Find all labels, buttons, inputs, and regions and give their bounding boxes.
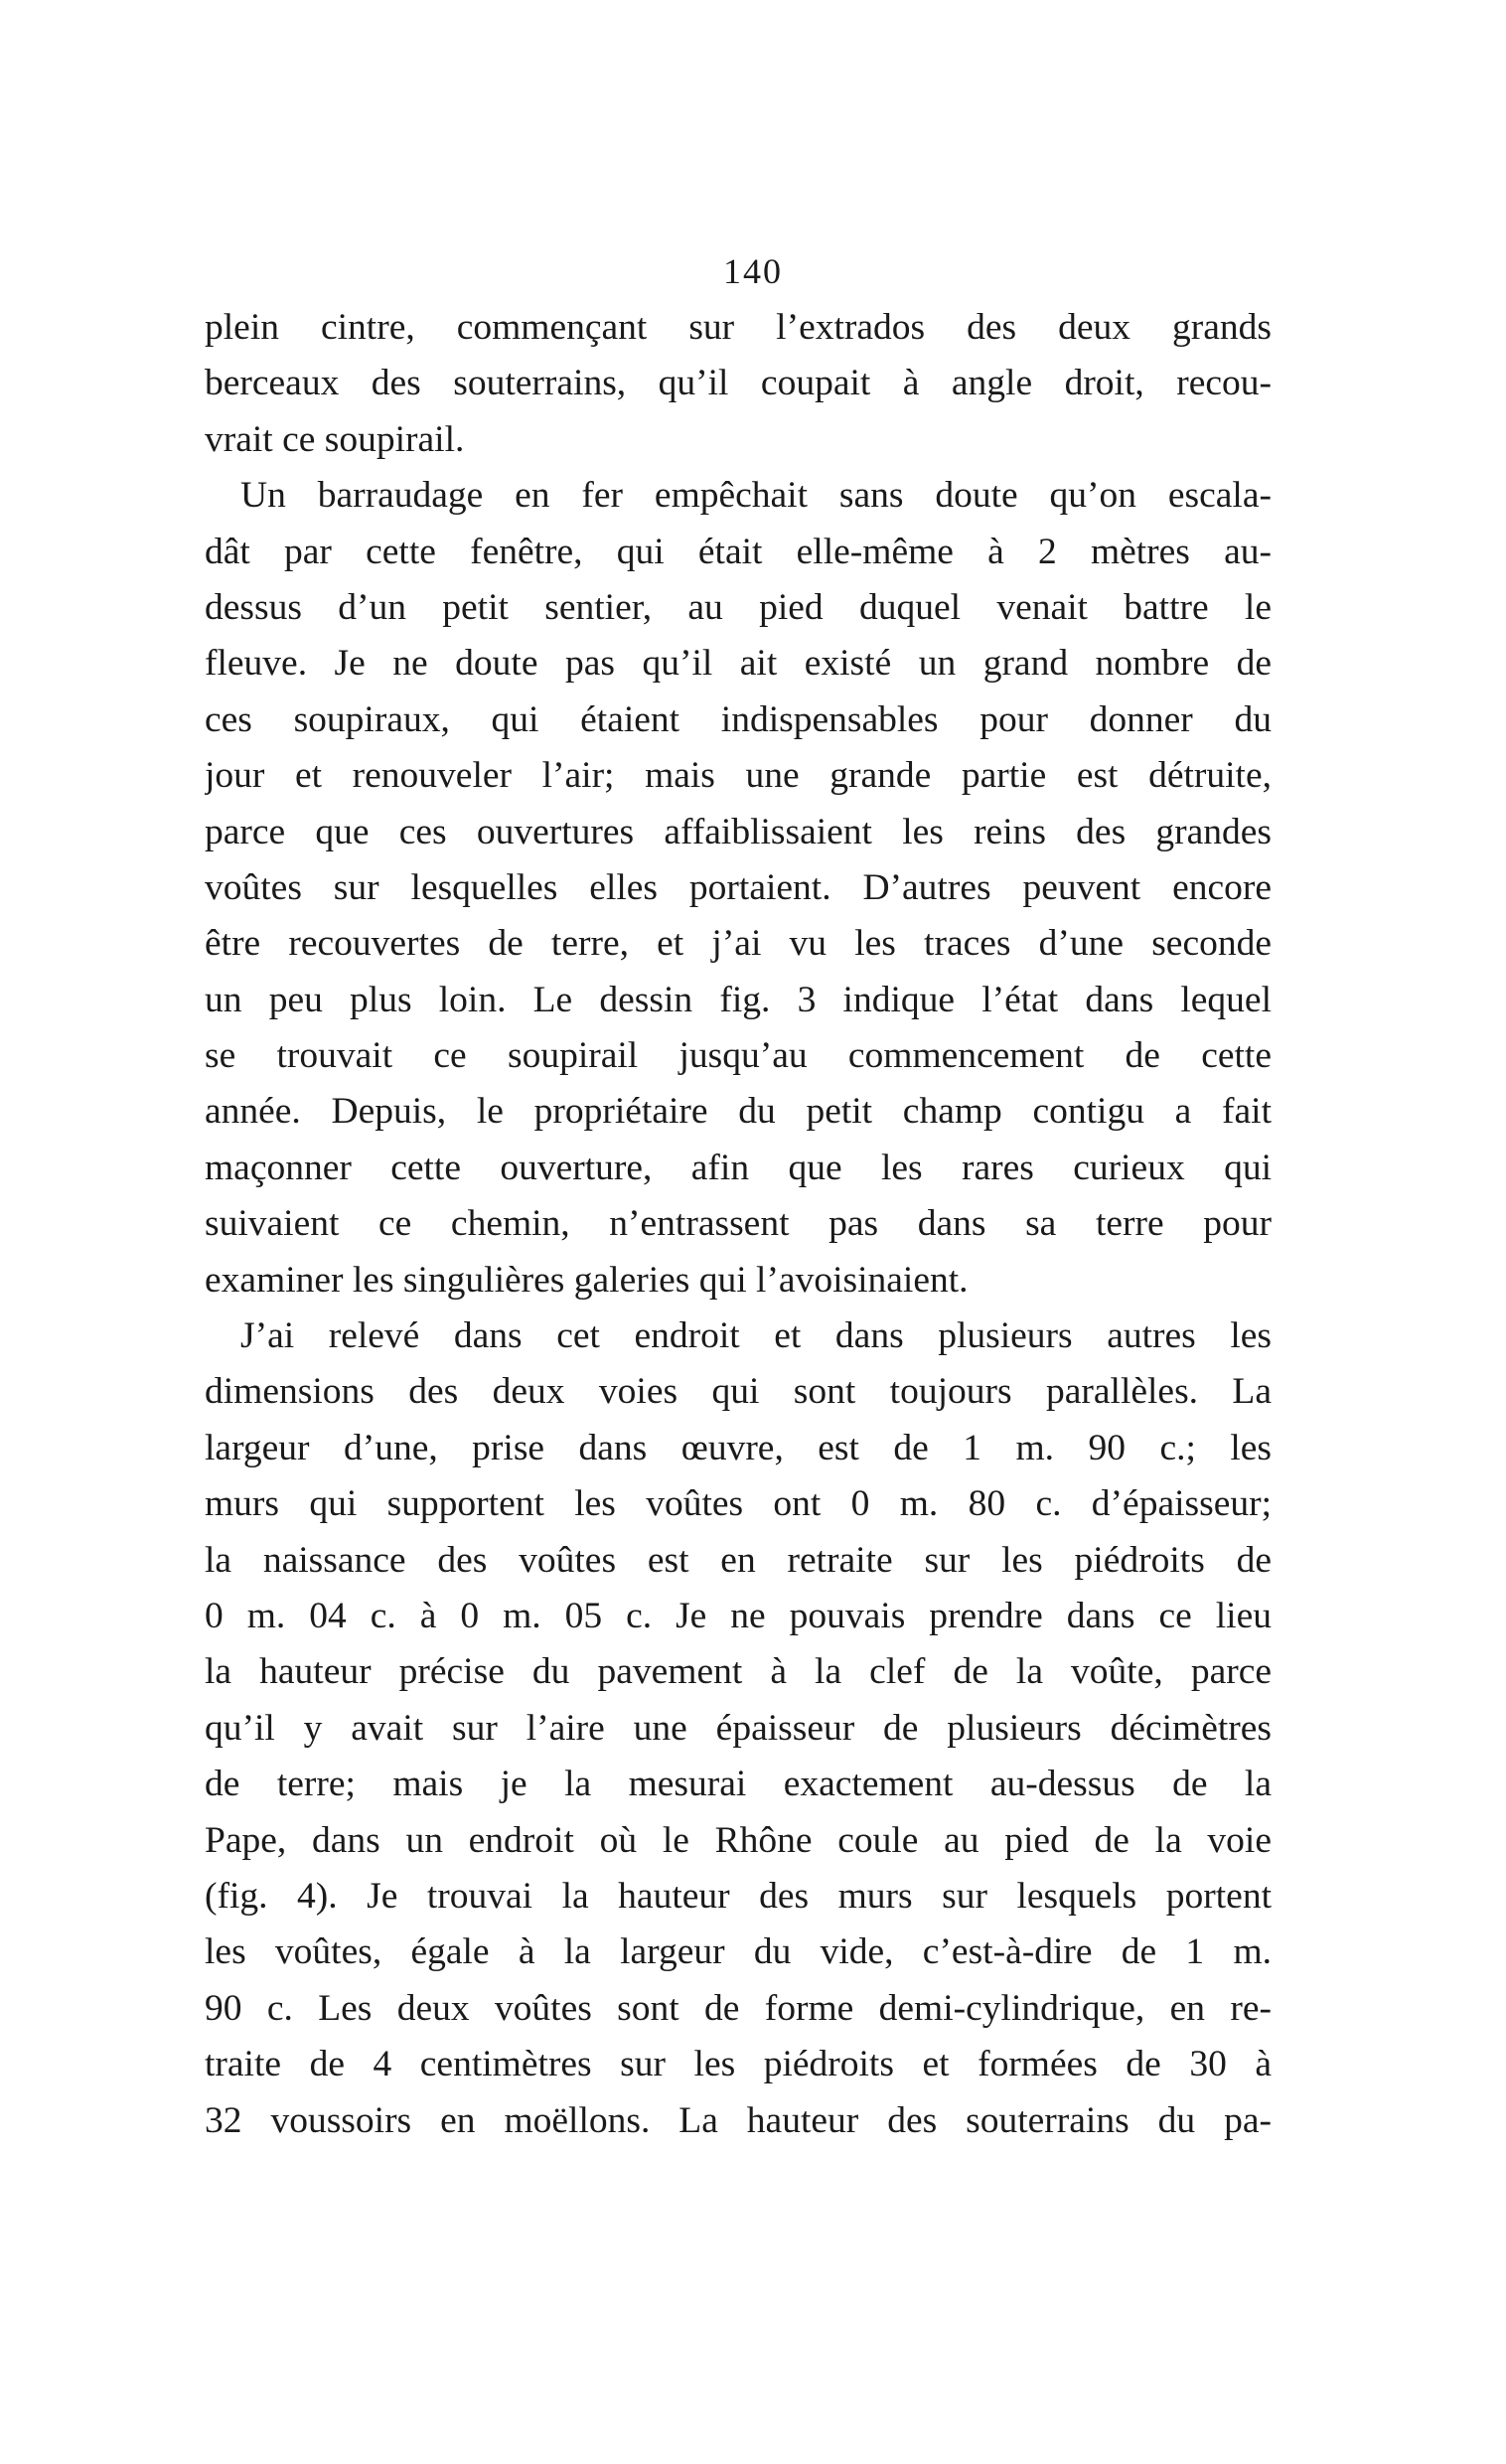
text-line: largeur d’une, prise dans œuvre, est de 1 m. 90 c.; les (205, 1427, 1272, 1468)
text-line: dessus d’un petit sentier, au pied duquel venait battre le (205, 586, 1272, 628)
text-line: Un barraudage en fer empêchait sans doute qu’on escala- (240, 475, 1272, 517)
text-line: J’ai relevé dans cet endroit et dans plusieurs autres les (240, 1315, 1272, 1357)
text-line: se trouvait ce soupirail jusqu’au commencement de cette (205, 1035, 1272, 1077)
text-line: les voûtes, égale à la largeur du vide, c’est-à-dire de 1 m. (205, 1931, 1272, 1973)
text-line: année. Depuis, le propriétaire du petit champ contigu a fait (205, 1091, 1272, 1133)
text-line: traite de 4 centimètres sur les piédroits et formées de 30 à (205, 2044, 1272, 2085)
text-line: voûtes sur lesquelles elles portaient. D’autres peuvent encore (205, 866, 1272, 908)
paragraph-2 (205, 468, 1272, 1309)
text-line: dât par cette fenêtre, qui était elle-même à 2 mètres au- (205, 531, 1272, 572)
text-line: un peu plus loin. Le dessin fig. 3 indique l’état dans lequel (205, 979, 1272, 1020)
text-line: la naissance des voûtes est en retraite sur les piédroits de (205, 1539, 1272, 1581)
page-number: 140 (723, 251, 783, 291)
text-line: vrait ce soupirail. (205, 418, 465, 460)
text-line: suivaient ce chemin, n’entrassent pas dans sa terre pour (205, 1203, 1272, 1245)
text-line: (fig. 4). Je trouvai la hauteur des murs sur lesquels portent (205, 1875, 1272, 1917)
text-line: qu’il y avait sur l’aire une épaisseur de plusieurs décimètres (205, 1707, 1272, 1749)
text-line: dimensions des deux voies qui sont toujours parallèles. La (205, 1371, 1272, 1413)
text-line: fleuve. Je ne doute pas qu’il ait existé un grand nombre de (205, 643, 1272, 685)
text-line: murs qui supportent les voûtes ont 0 m. 80 c. d’épaisseur; (205, 1483, 1272, 1525)
paragraph-1 (205, 300, 1272, 468)
text-line: 90 c. Les deux voûtes sont de forme demi-cylindrique, en re- (205, 1987, 1272, 2029)
text-line: jour et renouveler l’air; mais une grande partie est détruite, (205, 755, 1272, 797)
text-line: Pape, dans un endroit où le Rhône coule au pied de la voie (205, 1819, 1272, 1861)
text-line: être recouvertes de terre, et j’ai vu les traces d’une seconde (205, 923, 1272, 965)
text-line: plein cintre, commençant sur l’extrados des deux grands (205, 307, 1272, 348)
text-line: maçonner cette ouverture, afin que les rares curieux qui (205, 1147, 1272, 1188)
text-line: ces soupiraux, qui étaient indispensables pour donner du (205, 698, 1272, 740)
text-line: parce que ces ouvertures affaiblissaient les reins des grandes (205, 811, 1272, 852)
text-line: berceaux des souterrains, qu’il coupait à angle droit, recou- (205, 363, 1272, 404)
text-line: la hauteur précise du pavement à la clef de la voûte, parce (205, 1651, 1272, 1693)
body-text (205, 300, 1272, 2149)
text-line: 0 m. 04 c. à 0 m. 05 c. Je ne pouvais prendre dans ce lieu (205, 1595, 1272, 1636)
text-line: examiner les singulières galeries qui l’avoisinaient. (205, 1259, 969, 1301)
text-line: 32 voussoirs en moëllons. La hauteur des souterrains du pa- (205, 2099, 1272, 2141)
paragraph-3 (205, 1309, 1272, 2149)
text-line: de terre; mais je la mesurai exactement au-dessus de la (205, 1764, 1272, 1805)
